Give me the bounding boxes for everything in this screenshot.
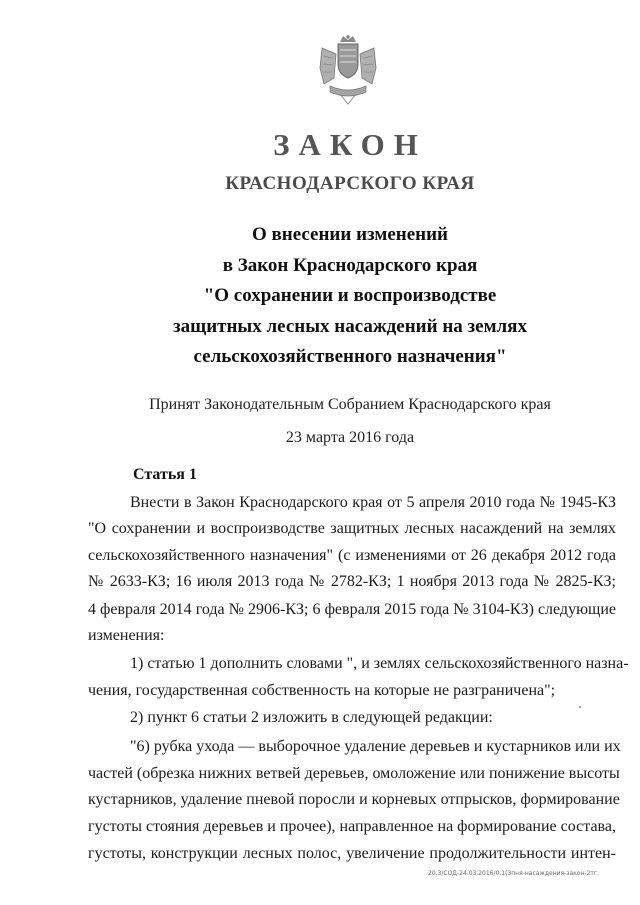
body-line: сельскохозяйственного назначения" (с изменениями от 26 декабря 2012 года — [88, 547, 616, 564]
scan-speck — [579, 706, 581, 708]
body-line: частей (обрезка нижних ветвей деревьев, омоложение или понижение высоты — [88, 765, 620, 782]
body-line: чения, государственная собственность на которые не разграничена"; — [88, 682, 556, 699]
coat-of-arms-emblem — [316, 34, 380, 106]
law-heading: ЗАКОН — [273, 127, 427, 162]
title-line: "О сохранении и воспроизводстве — [203, 285, 497, 306]
title-line: защитных лесных насаждений на землях — [173, 316, 527, 337]
body-line: густоты, конструкции лесных полос, увеличение продолжительности интен- — [88, 845, 616, 862]
body-line: изменения: — [88, 627, 165, 644]
title-line: сельскохозяйственного назначения" — [193, 346, 507, 367]
article-heading: Статья 1 — [133, 466, 197, 483]
body-line: "О сохранении и воспроизводстве защитных лесных насаждений на землях — [88, 520, 616, 537]
body-line: кустарников, удаление пневой поросли и корневых отпрысков, формирование — [88, 791, 620, 808]
region-heading: КРАСНОДАРСКОГО КРАЯ — [225, 173, 475, 194]
body-line: 1) статью 1 дополнить словами ", и землях сельскохозяйственного назна- — [130, 655, 629, 672]
body-line: 4 февраля 2014 года № 2906-КЗ; 6 февраля 2015 года № 3104-КЗ) следующие — [88, 601, 616, 618]
adoption-statement: Принят Законодательным Собранием Краснодарского края — [149, 396, 551, 413]
body-line: "6) рубка ухода — выборочное удаление деревьев и кустарников или их — [130, 738, 621, 755]
body-line: Внести в Закон Краснодарского края от 5 апреля 2010 года № 1945-КЗ — [130, 494, 616, 511]
body-line: 2) пункт 6 статьи 2 изложить в следующей редакции: — [130, 709, 493, 726]
adoption-date: 23 марта 2016 года — [285, 429, 415, 446]
body-line: № 2633-КЗ; 16 июля 2013 года № 2782-КЗ; 1 ноября 2013 года № 2825-КЗ; — [88, 573, 616, 590]
title-line: в Закон Краснодарского края — [222, 255, 478, 276]
body-line: густоты стояния деревьев и прочее), направленное на формирование состава, — [88, 818, 616, 835]
document-footer-code: 20.3/СОД-24.03.2016/0.1(Зпня-насаждения-закон-2тг. — [428, 870, 599, 877]
title-line: О внесении изменений — [251, 224, 448, 245]
